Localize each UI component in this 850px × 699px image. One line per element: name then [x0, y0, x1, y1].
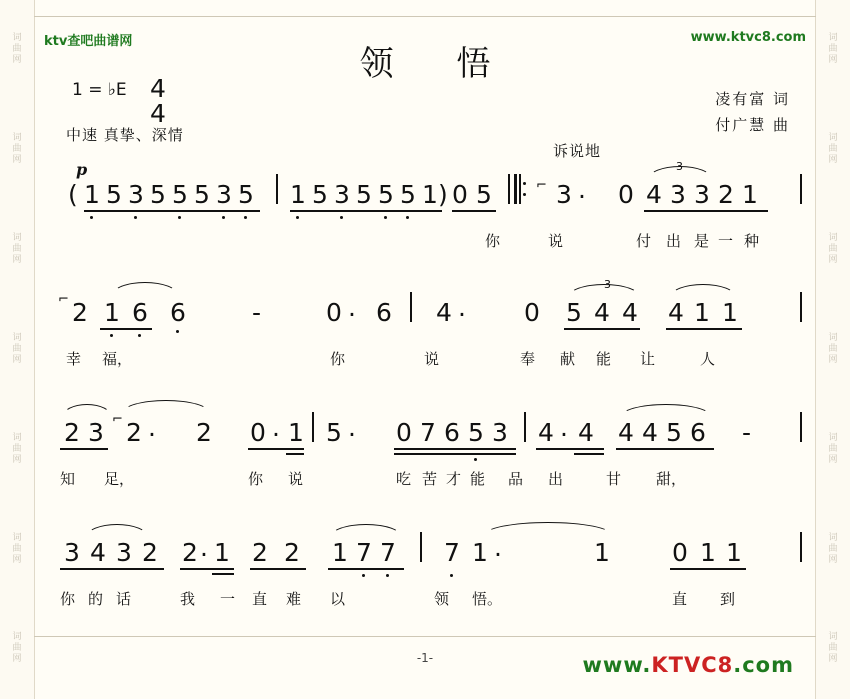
lyric-token: 的: [88, 590, 104, 608]
note-token: ·: [348, 420, 356, 449]
octave-dot: [110, 334, 113, 337]
note-token: 6: [376, 298, 392, 327]
note-token: 3: [88, 418, 104, 447]
note-token: 2: [196, 418, 212, 447]
note-token: 4: [668, 298, 684, 327]
lyric-token: 你: [248, 470, 264, 488]
time-signature-top: 4: [150, 74, 166, 103]
beam-second: [212, 573, 234, 575]
note-token: 5: [194, 180, 210, 209]
grace-note-mark: ⌐: [112, 412, 123, 427]
barline: [312, 412, 314, 442]
note-token: ·: [348, 300, 356, 329]
barline: [800, 174, 802, 204]
grace-note-mark: ⌐: [58, 292, 69, 307]
system-4: [0, 530, 850, 610]
octave-dot: [296, 216, 299, 219]
octave-dot: [134, 216, 137, 219]
note-token: 2: [64, 418, 80, 447]
lyric-token: 到: [720, 590, 736, 608]
brand-com: .com: [733, 653, 794, 677]
note-token: 6: [170, 298, 186, 327]
octave-dot: [386, 574, 389, 577]
note-token: 4: [618, 418, 634, 447]
note-token: 0: [672, 538, 688, 567]
note-token: 4: [436, 298, 452, 327]
song-title: 领 悟: [359, 44, 517, 84]
barline: [800, 412, 802, 442]
note-token: ·: [200, 540, 208, 569]
time-signature-bottom: 4: [150, 99, 166, 128]
beam-second: [574, 453, 604, 455]
note-token: 1: [290, 180, 306, 209]
note-token: 2: [284, 538, 300, 567]
note-token: 5: [172, 180, 188, 209]
beam: [100, 328, 152, 330]
note-token: 3: [334, 180, 350, 209]
system-3: [0, 410, 850, 490]
tempo-expression: 中速 真挚、深情: [66, 126, 184, 144]
note-token: 5: [312, 180, 328, 209]
octave-dot: [90, 216, 93, 219]
note-token: 1: [214, 538, 230, 567]
note-token: 6: [132, 298, 148, 327]
lyric-token: 一: [718, 232, 734, 250]
lyric-token: 悟。: [472, 590, 503, 608]
lyric-token: 苦: [422, 470, 438, 488]
lyric-token: 幸: [66, 350, 82, 368]
note-token: ): [438, 180, 448, 209]
note-token: 3: [694, 180, 710, 209]
octave-dot: [222, 216, 225, 219]
lyric-token: 说: [548, 232, 564, 250]
lyric-token: 能: [470, 470, 486, 488]
barline: [276, 174, 278, 204]
triplet-number: 3: [676, 160, 683, 173]
site-name-left[interactable]: ktv查吧曲谱网: [44, 34, 133, 49]
note-token: ·: [272, 420, 280, 449]
beam-second: [286, 453, 304, 455]
lyric-token: 吃: [396, 470, 412, 488]
barline: [420, 532, 422, 562]
note-token: 3: [670, 180, 686, 209]
watermark-left: 词 曲 网 词 曲 网 词 曲 网 词 曲 网 词 曲 网 词 曲 网 词 曲 网: [12, 33, 22, 665]
system-1-notes: [0, 160, 850, 216]
note-token: 4: [578, 418, 594, 447]
beam: [84, 210, 260, 212]
lyric-token: 我: [180, 590, 196, 608]
lyric-token: 是: [694, 232, 710, 250]
note-token: 1: [700, 538, 716, 567]
lyric-token: 奉: [520, 350, 536, 368]
note-token: ·: [148, 420, 156, 449]
beam: [616, 448, 714, 450]
note-token: 3: [116, 538, 132, 567]
note-token: 2: [142, 538, 158, 567]
octave-dot: [340, 216, 343, 219]
note-token: ·: [560, 420, 568, 449]
note-token: -: [252, 298, 262, 327]
note-token: 0: [524, 298, 540, 327]
note-token: 1: [594, 538, 610, 567]
lyric-token: 才: [446, 470, 462, 488]
lyric-token: 直: [672, 590, 688, 608]
note-token: 7: [420, 418, 436, 447]
top-rule: [34, 16, 816, 17]
note-token: 1: [332, 538, 348, 567]
system-1: [0, 160, 850, 252]
note-token: 2: [126, 418, 142, 447]
lyricist: 凌有富 词: [715, 90, 790, 108]
lyric-token: 甜，: [656, 470, 687, 488]
note-token: 0: [452, 180, 468, 209]
lyric-token: 你: [330, 350, 346, 368]
note-token: 7: [444, 538, 460, 567]
octave-dot: [176, 330, 179, 333]
note-token: 1: [422, 180, 438, 209]
beam: [60, 568, 164, 570]
beam: [250, 568, 306, 570]
octave-dot: [474, 458, 477, 461]
note-token: 5: [150, 180, 166, 209]
lyric-token: 直: [252, 590, 268, 608]
bottom-rule: [34, 636, 816, 637]
beam: [394, 448, 516, 450]
octave-dot: [450, 574, 453, 577]
lyric-token: 甘: [606, 470, 622, 488]
note-token: 5: [400, 180, 416, 209]
note-token: 1: [726, 538, 742, 567]
note-token: -: [742, 418, 752, 447]
brand-ktvc8: KTVC8: [651, 653, 734, 677]
lyric-token: 知: [60, 470, 76, 488]
lyric-token: 足，: [104, 470, 135, 488]
note-token: 0: [396, 418, 412, 447]
note-token: 4: [594, 298, 610, 327]
note-token: 1: [84, 180, 100, 209]
note-token: 1: [104, 298, 120, 327]
lyric-token: 出: [548, 470, 564, 488]
note-token: (: [68, 180, 78, 209]
lyric-token: 福，: [102, 350, 133, 368]
lyric-token: 出: [666, 232, 682, 250]
beam: [536, 448, 604, 450]
lyric-token: 你: [485, 232, 501, 250]
note-token: 7: [380, 538, 396, 567]
barline: [410, 292, 412, 322]
triplet-number: 3: [604, 278, 611, 291]
note-token: 6: [444, 418, 460, 447]
note-token: 3: [492, 418, 508, 447]
note-token: ·: [458, 300, 466, 329]
expression-mark: 诉说地: [553, 142, 602, 160]
page-number: -1-: [416, 651, 434, 665]
lyric-token: 说: [288, 470, 304, 488]
note-token: 3: [556, 180, 572, 209]
note-token: 4: [646, 180, 662, 209]
octave-dot: [244, 216, 247, 219]
lyric-token: 一: [220, 590, 236, 608]
system-2: [0, 278, 850, 370]
barline: [800, 292, 802, 322]
lyric-token: 说: [424, 350, 440, 368]
beam: [666, 328, 742, 330]
note-token: 4: [538, 418, 554, 447]
note-token: 4: [622, 298, 638, 327]
lyric-token: 品: [508, 470, 524, 488]
note-token: 6: [690, 418, 706, 447]
octave-dot: [138, 334, 141, 337]
note-token: 1: [742, 180, 758, 209]
lyric-token: 让: [640, 350, 656, 368]
barline: [508, 174, 510, 204]
octave-dot: [406, 216, 409, 219]
note-token: 5: [468, 418, 484, 447]
beam: [452, 210, 496, 212]
octave-dot: [384, 216, 387, 219]
lyric-token: 你: [60, 590, 76, 608]
note-token: 2: [252, 538, 268, 567]
note-token: 4: [90, 538, 106, 567]
site-url-right[interactable]: www.ktvc8.com: [690, 30, 806, 45]
lyric-token: 领: [434, 590, 450, 608]
beam: [328, 568, 404, 570]
barline: [524, 412, 526, 442]
note-token: 5: [326, 418, 342, 447]
system-4-notes: [0, 530, 850, 574]
note-token: 5: [356, 180, 372, 209]
note-token: 5: [476, 180, 492, 209]
note-token: 3: [216, 180, 232, 209]
note-token: 1: [472, 538, 488, 567]
note-token: 1: [722, 298, 738, 327]
brand-www: www.: [582, 653, 652, 677]
lyric-token: 能: [596, 350, 612, 368]
lyric-token: 献: [560, 350, 576, 368]
note-token: 3: [64, 538, 80, 567]
note-token: 2: [72, 298, 88, 327]
time-signature: [150, 76, 166, 126]
note-token: ·: [494, 540, 502, 569]
composer: 付广慧 曲: [715, 116, 790, 134]
note-token: 1: [288, 418, 304, 447]
note-token: 5: [238, 180, 254, 209]
octave-dot: [362, 574, 365, 577]
lyric-token: 种: [744, 232, 760, 250]
note-token: 4: [642, 418, 658, 447]
beam: [644, 210, 768, 212]
beam: [290, 210, 442, 212]
lyric-token: 付: [636, 232, 652, 250]
octave-dot: [178, 216, 181, 219]
beam: [670, 568, 746, 570]
barline: [800, 532, 802, 562]
note-token: 3: [128, 180, 144, 209]
note-token: 7: [356, 538, 372, 567]
note-token: 2: [718, 180, 734, 209]
watermark-right: 词 曲 网 词 曲 网 词 曲 网 词 曲 网 词 曲 网 词 曲 网 词 曲 网: [828, 33, 838, 665]
beam-second: [394, 453, 516, 455]
brand-footer[interactable]: [583, 653, 794, 677]
note-token: 2: [182, 538, 198, 567]
note-token: 0: [326, 298, 342, 327]
lyric-token: 话: [116, 590, 132, 608]
note-token: 5: [566, 298, 582, 327]
system-2-notes: [0, 278, 850, 334]
grace-note-mark: ⌐: [536, 178, 547, 193]
lyric-token: 以: [330, 590, 346, 608]
beam: [564, 328, 640, 330]
dynamic-piano: p: [76, 160, 88, 179]
credits: [715, 86, 790, 138]
note-token: ·: [578, 182, 586, 211]
beam: [60, 448, 108, 450]
note-token: 5: [378, 180, 394, 209]
note-token: 5: [666, 418, 682, 447]
note-token: 5: [106, 180, 122, 209]
system-3-notes: [0, 410, 850, 454]
lyric-token: 人: [700, 350, 716, 368]
note-token: 1: [694, 298, 710, 327]
note-token: 0: [250, 418, 266, 447]
key-signature: [72, 80, 127, 100]
key-signature-text: 1 = ♭E: [72, 80, 127, 100]
note-token: 0: [618, 180, 634, 209]
lyric-token: 难: [286, 590, 302, 608]
